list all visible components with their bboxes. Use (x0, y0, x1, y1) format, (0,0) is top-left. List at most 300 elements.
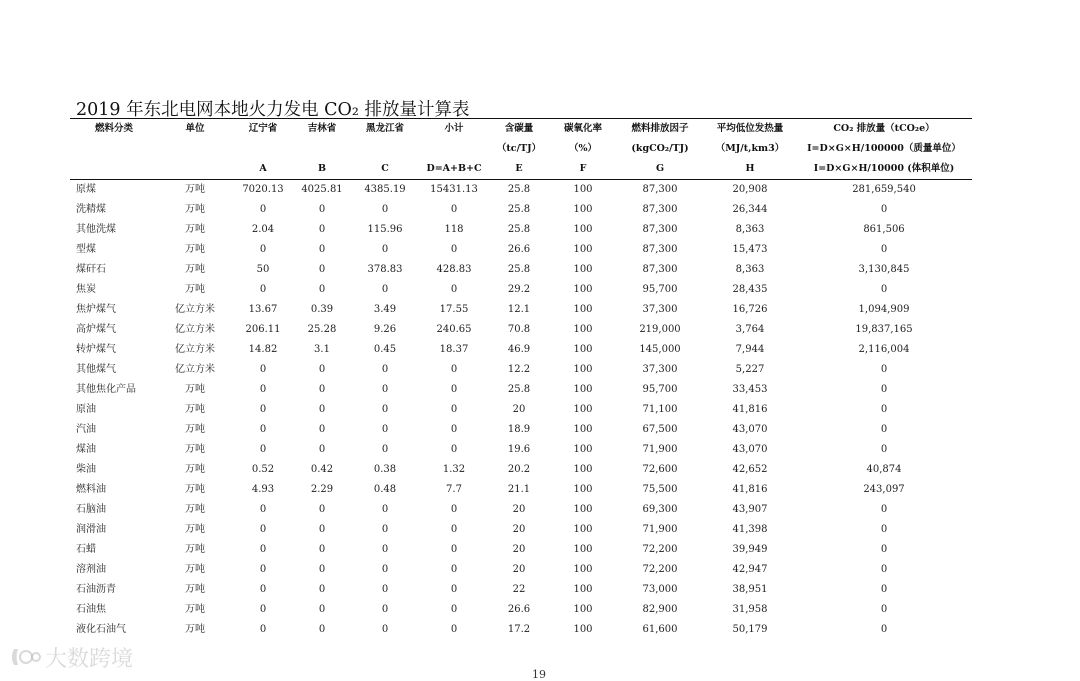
table-cell: 万吨 (185, 424, 205, 435)
table-cell: 万吨 (185, 284, 205, 295)
table-cell: 0 (318, 564, 326, 575)
header-cell: 燃料分类 (70, 119, 158, 140)
table-cell: 378.83 (367, 264, 403, 275)
table-cell: 95,700 (642, 384, 678, 395)
table-cell: 20 (512, 504, 526, 515)
header-cell: 吉林省 (294, 119, 350, 140)
table-cell: 0 (450, 584, 458, 595)
table-cell: 0.39 (310, 304, 334, 315)
table-cell: 20.2 (507, 464, 531, 475)
table-cell: 428.83 (436, 264, 472, 275)
table-cell: 万吨 (185, 584, 205, 595)
table-cell: 0 (259, 444, 267, 455)
table-cell: 万吨 (185, 504, 205, 515)
table-cell: 0 (318, 504, 326, 515)
table-cell: 19,837,165 (855, 324, 913, 335)
table-cell: 万吨 (185, 384, 205, 395)
table-cell: 0 (880, 384, 888, 395)
fuel-type-cell: 其他洗煤 (76, 224, 116, 235)
table-cell: 43,907 (732, 504, 768, 515)
table-cell: 219,000 (639, 324, 681, 335)
table-cell: 0 (381, 284, 389, 295)
table-cell: 0 (450, 204, 458, 215)
fuel-type-cell: 石油焦 (76, 604, 106, 615)
table-cell: 0.48 (373, 484, 397, 495)
table-cell: 5,227 (735, 364, 765, 375)
table-cell: 100 (573, 524, 593, 535)
table-cell: 0 (259, 544, 267, 555)
table-cell: 万吨 (185, 624, 205, 635)
table-cell: 0 (381, 624, 389, 635)
header-cell (158, 159, 232, 180)
table-cell: 0 (450, 284, 458, 295)
table-cell: 28,435 (732, 284, 768, 295)
table-cell: 20 (512, 524, 526, 535)
table-cell: 0 (880, 364, 888, 375)
table-cell: 0 (381, 564, 389, 575)
table-row (70, 240, 972, 260)
table-cell: 25.8 (507, 184, 531, 195)
table-cell: 0 (880, 544, 888, 555)
table-cell: 100 (573, 364, 593, 375)
table-cell: 71,100 (642, 404, 678, 415)
table-cell: 万吨 (185, 484, 205, 495)
table-cell: 100 (573, 184, 593, 195)
table-cell: 0 (318, 424, 326, 435)
table-cell: 21.1 (507, 484, 531, 495)
table-cell: 0.38 (373, 464, 397, 475)
table-cell: 145,000 (639, 344, 681, 355)
table-cell: 25.8 (507, 264, 531, 275)
table-cell: 9.26 (373, 324, 397, 335)
table-cell: 41,816 (732, 404, 768, 415)
header-row-units (70, 139, 972, 159)
table-cell: 2.29 (310, 484, 334, 495)
table-cell: 69,300 (642, 504, 678, 515)
table-cell: 0 (880, 504, 888, 515)
watermark-logo-icon (8, 645, 42, 675)
table-header (70, 119, 972, 180)
header-cell (232, 139, 294, 159)
table-cell: 0 (318, 264, 326, 275)
table-cell: 7020.13 (242, 184, 284, 195)
table-cell: 0 (880, 444, 888, 455)
header-cell: C (350, 159, 420, 180)
table-cell: 0.45 (373, 344, 397, 355)
table-cell: 0 (318, 584, 326, 595)
table-cell: 0 (259, 604, 267, 615)
table-cell: 0 (318, 604, 326, 615)
table-cell: 0 (450, 604, 458, 615)
table-cell: 0 (318, 544, 326, 555)
table-row (70, 540, 972, 560)
table-cell: 67,500 (642, 424, 678, 435)
fuel-type-cell: 原煤 (76, 184, 96, 195)
table-cell: 0 (450, 404, 458, 415)
table-cell: 25.8 (507, 224, 531, 235)
table-cell: 万吨 (185, 204, 205, 215)
table-cell: 0 (259, 524, 267, 535)
table-cell: 0 (318, 444, 326, 455)
table-cell: 0 (450, 384, 458, 395)
header-cell: B (294, 159, 350, 180)
table-cell: 87,300 (642, 264, 678, 275)
table-cell: 100 (573, 304, 593, 315)
table-cell: 50,179 (732, 624, 768, 635)
header-cell: 燃料排放因子 (616, 119, 704, 140)
fuel-type-cell: 洗精煤 (76, 204, 106, 215)
table-cell: 115.96 (367, 224, 403, 235)
header-cell: 小计 (420, 119, 488, 140)
header-cell: （%） (568, 143, 598, 154)
table-cell: 0 (450, 364, 458, 375)
table-cell: 15,473 (732, 244, 768, 255)
table-row (70, 480, 972, 500)
table-cell: 240.65 (436, 324, 472, 335)
table-cell: 25.8 (507, 384, 531, 395)
table-cell: 100 (573, 244, 593, 255)
table-cell: 20 (512, 564, 526, 575)
table-cell: 19.6 (507, 444, 531, 455)
table-cell: 18.37 (439, 344, 469, 355)
fuel-type-cell: 燃料油 (76, 484, 106, 495)
table-cell: 0 (880, 284, 888, 295)
fuel-type-cell: 型煤 (76, 244, 96, 255)
table-cell: 0 (318, 624, 326, 635)
table-cell: 0.42 (310, 464, 334, 475)
fuel-type-cell: 石油沥青 (76, 584, 116, 595)
fuel-type-cell: 润滑油 (76, 524, 106, 535)
fuel-type-cell: 石蜡 (76, 544, 96, 555)
table-cell: 243,097 (863, 484, 905, 495)
table-row (70, 440, 972, 460)
table-cell: 100 (573, 424, 593, 435)
header-cell (158, 139, 232, 159)
table-cell: 0 (880, 204, 888, 215)
table-cell: 17.55 (439, 304, 469, 315)
table-cell: 0 (880, 524, 888, 535)
table-cell: 0 (381, 364, 389, 375)
table-cell: 0 (381, 544, 389, 555)
table-body (70, 180, 972, 641)
header-cell: 单位 (158, 119, 232, 140)
table-cell: 31,958 (732, 604, 768, 615)
table-row (70, 360, 972, 380)
table-row (70, 560, 972, 580)
fuel-type-cell: 煤矸石 (76, 264, 106, 275)
table-cell: 71,900 (642, 444, 678, 455)
table-cell: 13.67 (248, 304, 278, 315)
table-cell: 100 (573, 584, 593, 595)
table-cell: 72,200 (642, 564, 678, 575)
table-cell: 22 (512, 584, 526, 595)
table-cell: 7,944 (735, 344, 765, 355)
table-cell: 万吨 (185, 544, 205, 555)
table-cell: 61,600 (642, 624, 678, 635)
header-cell: 平均低位发热量 (704, 119, 796, 140)
fuel-type-cell: 汽油 (76, 424, 96, 435)
header-cell: 含碳量 (488, 119, 550, 140)
table-cell: 亿立方米 (175, 344, 215, 355)
table-cell: 17.2 (507, 624, 531, 635)
table-cell: 12.2 (507, 364, 531, 375)
table-cell: 82,900 (642, 604, 678, 615)
table-cell: 0 (450, 504, 458, 515)
table-cell: 万吨 (185, 444, 205, 455)
table-cell: 0 (381, 584, 389, 595)
table-cell: 100 (573, 324, 593, 335)
table-row (70, 420, 972, 440)
table-cell: 0 (318, 204, 326, 215)
table-cell: 0 (259, 424, 267, 435)
page-number: 19 (532, 668, 546, 681)
table-cell: 0 (880, 604, 888, 615)
fuel-type-cell: 石脑油 (76, 504, 106, 515)
table-cell: 100 (573, 544, 593, 555)
table-cell: 100 (573, 484, 593, 495)
header-cell: 黑龙江省 (350, 119, 420, 140)
table-cell: 0 (381, 384, 389, 395)
table-cell: 100 (573, 384, 593, 395)
fuel-type-cell: 煤油 (76, 444, 96, 455)
table-cell: 亿立方米 (175, 304, 215, 315)
table-cell: 100 (573, 564, 593, 575)
table-cell: 100 (573, 504, 593, 515)
header-cell (350, 139, 420, 159)
table-cell: 亿立方米 (175, 324, 215, 335)
table-cell: 281,659,540 (852, 184, 916, 195)
table-cell: 3.1 (314, 344, 330, 355)
table-cell: 861,506 (863, 224, 905, 235)
header-cell: I=D×G×H/100000（质量单位） (807, 143, 961, 154)
table-cell: 0 (259, 364, 267, 375)
table-cell: 100 (573, 464, 593, 475)
table-cell: 亿立方米 (175, 364, 215, 375)
table-cell: 39,949 (732, 544, 768, 555)
header-cell: D=A+B+C (420, 159, 488, 180)
table-cell: 100 (573, 344, 593, 355)
table-cell: 0 (381, 504, 389, 515)
table-cell: 14.82 (248, 344, 278, 355)
table-cell: 0 (450, 564, 458, 575)
table-cell: 3,764 (735, 324, 765, 335)
table-row (70, 520, 972, 540)
header-cell: I=D×G×H/10000 (体积单位) (796, 159, 972, 180)
header-cell: (kgCO₂/TJ) (631, 143, 689, 154)
table-cell: 4025.81 (301, 184, 343, 195)
table-cell: 4.93 (251, 484, 275, 495)
table-title: 2019 年东北电网本地火力发电 CO₂ 排放量计算表 (76, 100, 470, 120)
table-row (70, 500, 972, 520)
table-cell: 26.6 (507, 604, 531, 615)
table-cell: 73,000 (642, 584, 678, 595)
table-cell: 0 (450, 244, 458, 255)
table-cell: 0 (450, 444, 458, 455)
table-cell: 0 (880, 404, 888, 415)
table-cell: 26,344 (732, 204, 768, 215)
table-cell: 42,947 (732, 564, 768, 575)
table-cell: 100 (573, 404, 593, 415)
table-cell: 0 (259, 504, 267, 515)
table-cell: 41,816 (732, 484, 768, 495)
table-cell: 18.9 (507, 424, 531, 435)
table-cell: 0 (318, 284, 326, 295)
table-cell: 0 (318, 364, 326, 375)
table-row (70, 280, 972, 300)
table-cell: 0 (381, 204, 389, 215)
header-cell: F (550, 159, 616, 180)
table-cell: 0.52 (251, 464, 275, 475)
fuel-type-cell: 其他焦化产品 (76, 384, 136, 395)
table-cell: 100 (573, 204, 593, 215)
table-cell: 0 (259, 564, 267, 575)
table-cell: 0 (450, 624, 458, 635)
table-cell: 3.49 (373, 304, 397, 315)
table-cell: 72,600 (642, 464, 678, 475)
table-cell: 0 (880, 564, 888, 575)
table-row (70, 340, 972, 360)
table-cell: 0 (318, 224, 326, 235)
header-cell (420, 139, 488, 159)
table-cell: 3,130,845 (858, 264, 910, 275)
header-cell (70, 159, 158, 180)
table-cell: 0 (450, 524, 458, 535)
table-row (70, 220, 972, 240)
table-cell: 87,300 (642, 204, 678, 215)
table-cell: 43,070 (732, 444, 768, 455)
table-cell: 37,300 (642, 304, 678, 315)
table-cell: 87,300 (642, 184, 678, 195)
table-cell: 25.28 (307, 324, 337, 335)
header-cell: CO₂ 排放量（tCO₂e） (796, 119, 972, 140)
fuel-type-cell: 柴油 (76, 464, 96, 475)
table-cell: 100 (573, 604, 593, 615)
fuel-type-cell: 高炉煤气 (76, 324, 116, 335)
watermark (8, 642, 133, 675)
table-cell: 206.11 (245, 324, 281, 335)
table-cell: 0 (381, 444, 389, 455)
table-cell: 万吨 (185, 264, 205, 275)
table-row (70, 620, 972, 640)
table-row (70, 260, 972, 280)
table-cell: 38,951 (732, 584, 768, 595)
table-cell: 0 (259, 404, 267, 415)
table-cell: 0 (880, 424, 888, 435)
table-row (70, 600, 972, 620)
table-cell: 万吨 (185, 224, 205, 235)
table-cell: 0 (880, 584, 888, 595)
table-cell: 2.04 (251, 224, 275, 235)
fuel-type-cell: 溶剂油 (76, 564, 106, 575)
fuel-type-cell: 原油 (76, 404, 96, 415)
header-cell: E (488, 159, 550, 180)
header-cell: G (616, 159, 704, 180)
table-cell: 8,363 (735, 264, 765, 275)
header-cell: H (704, 159, 796, 180)
table-cell: 0 (318, 384, 326, 395)
table-row (70, 180, 972, 201)
table-cell: 95,700 (642, 284, 678, 295)
header-row-codes (70, 159, 972, 180)
table-row (70, 380, 972, 400)
fuel-type-cell: 转炉煤气 (76, 344, 116, 355)
header-cell: 辽宁省 (232, 119, 294, 140)
table-cell: 0 (880, 244, 888, 255)
table-cell: 万吨 (185, 184, 205, 195)
fuel-type-cell: 其他煤气 (76, 364, 116, 375)
table-cell: 0 (259, 244, 267, 255)
table-cell: 0 (318, 404, 326, 415)
table-cell: 46.9 (507, 344, 531, 355)
table-cell: 100 (573, 284, 593, 295)
table-cell: 0 (259, 584, 267, 595)
table-row (70, 460, 972, 480)
table-row (70, 300, 972, 320)
table-cell: 1.32 (442, 464, 466, 475)
table-cell: 42,652 (732, 464, 768, 475)
watermark-text: 大数跨境 (45, 647, 134, 672)
fuel-type-cell: 焦炉煤气 (76, 304, 116, 315)
table-cell: 万吨 (185, 244, 205, 255)
table-cell: 4385.19 (364, 184, 406, 195)
table-cell: 100 (573, 624, 593, 635)
table-cell: 50 (256, 264, 270, 275)
table-cell: 万吨 (185, 524, 205, 535)
header-cell: （tc/TJ） (496, 143, 542, 154)
table-cell: 万吨 (185, 604, 205, 615)
table-cell: 20,908 (732, 184, 768, 195)
table-cell: 0 (259, 624, 267, 635)
table-cell: 26.6 (507, 244, 531, 255)
table-cell: 15431.13 (430, 184, 478, 195)
table-cell: 万吨 (185, 464, 205, 475)
table-cell: 37,300 (642, 364, 678, 375)
table-row (70, 320, 972, 340)
table-cell: 40,874 (866, 464, 902, 475)
table-cell: 0 (880, 624, 888, 635)
table-row (70, 200, 972, 220)
fuel-type-cell: 焦炭 (76, 284, 96, 295)
table-cell: 0 (381, 244, 389, 255)
table-cell: 7.7 (446, 484, 462, 495)
table-cell: 0 (318, 244, 326, 255)
co2-emission-table (70, 118, 972, 640)
table-cell: 43,070 (732, 424, 768, 435)
table-cell: 87,300 (642, 224, 678, 235)
table-cell: 0 (318, 524, 326, 535)
table-cell: 71,900 (642, 524, 678, 535)
table-cell: 16,726 (732, 304, 768, 315)
table-row (70, 400, 972, 420)
header-cell: A (232, 159, 294, 180)
table-cell: 0 (259, 384, 267, 395)
table-cell: 2,116,004 (858, 344, 910, 355)
table-cell: 0 (381, 424, 389, 435)
header-cell (70, 139, 158, 159)
table-cell: 8,363 (735, 224, 765, 235)
fuel-type-cell: 液化石油气 (76, 624, 126, 635)
table-cell: 0 (450, 544, 458, 555)
table-cell: 100 (573, 224, 593, 235)
table-cell: 12.1 (507, 304, 531, 315)
table-cell: 33,453 (732, 384, 768, 395)
table-cell: 0 (381, 524, 389, 535)
table-cell: 25.8 (507, 204, 531, 215)
header-row-labels (70, 119, 972, 140)
header-cell: （MJ/t,km3） (715, 143, 785, 154)
table-cell: 100 (573, 444, 593, 455)
table-cell: 20 (512, 404, 526, 415)
